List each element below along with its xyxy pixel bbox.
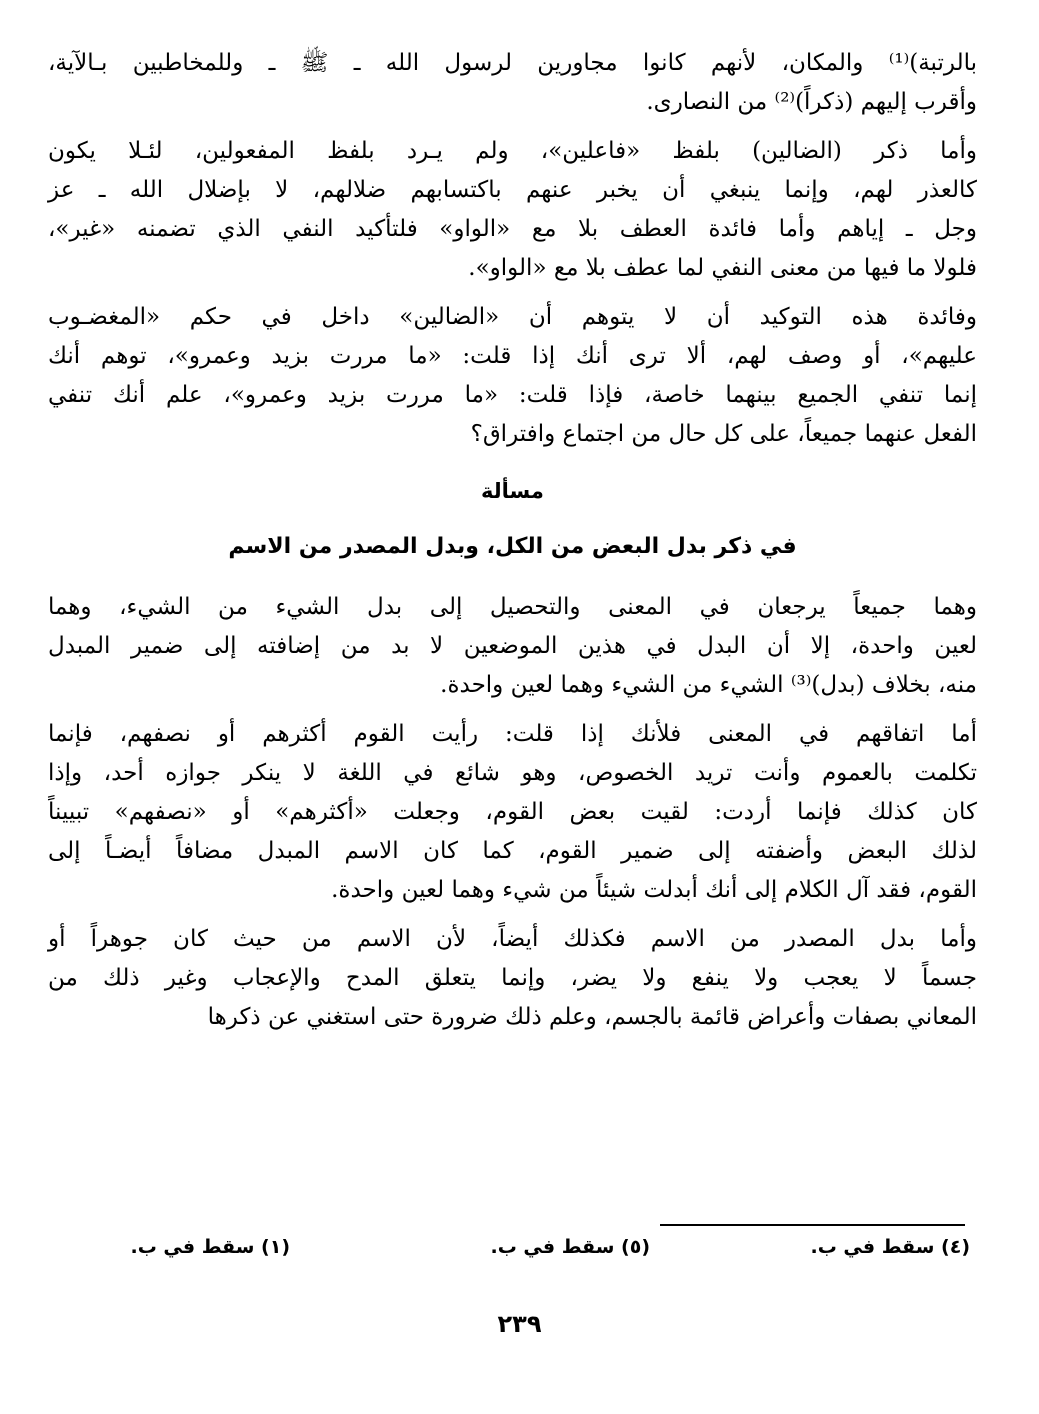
text-block-1 <box>48 44 977 454</box>
paragraph <box>48 588 977 705</box>
footnotes <box>90 1236 970 1266</box>
text-line: كان كذلك فإنما أردت: لقيت بعض القوم، وجعلت «أكثرهم» أو «نصفهم» تبييناً <box>48 799 977 825</box>
paragraph <box>48 44 977 122</box>
text-line: تكلمت بالعموم وأنت تريد الخصوص، وهو شائع في اللغة لا ينكر جوازه أحد، وإذا <box>48 760 977 786</box>
text-block-2 <box>48 588 977 1037</box>
footnote-5: (٥) سقط في ب. <box>490 1236 650 1258</box>
paragraph <box>48 715 977 910</box>
section-heading-masala: مسألة <box>481 479 544 503</box>
text-line: المعاني بصفات وأعراض قائمة بالجسم، وعلم ذلك ضرورة حتى استغني عن ذكرها <box>207 1004 977 1030</box>
page-number: ٢٣٩ <box>497 1310 542 1338</box>
footnote-1: (١) سقط في ب. <box>130 1236 290 1258</box>
text-line: عليهم»، أو وصف لهم، ألا ترى أنك إذا قلت: «ما مررت بزيد وعمرو»، توهم أنك <box>48 343 977 369</box>
text-line: بالرتبة)⁽¹⁾ والمكان، لأنهم كانوا مجاورين لرسول الله ـ ﷺ ـ وللمخاطبين بـالآية، <box>48 50 977 76</box>
page-body <box>48 44 977 1047</box>
text-line: وهما جميعاً يرجعان في المعنى والتحصيل إلى بدل الشيء من الشيء، وهما <box>48 594 977 620</box>
text-line: جسماً لا يعجب ولا ينفع ولا يضر، وإنما يتعلق المدح والإعجاب وغير ذلك من <box>48 965 977 991</box>
text-line: وجل ـ إياهم وأما فائدة العطف بلا مع «الواو» فلتأكيد النفي الذي تضمنه «غير»، <box>48 216 977 242</box>
text-line: وفائدة هذه التوكيد أن لا يتوهم أن «الضالين» داخل في حكم «المغضـوب <box>48 304 977 330</box>
text-line: وأما ذكر (الضالين) بلفظ «فاعلين»، ولم يـرد بلفظ المفعولين، لئـلا يكون <box>48 138 977 164</box>
paragraph <box>48 132 977 288</box>
text-line: لعين واحدة، إلا أن البدل في هذين الموضعين لا بد من إضافته إلى ضمير المبدل <box>48 633 977 659</box>
text-line: فلولا ما فيها من معنى النفي لما عطف بلا مع «الواو». <box>468 255 977 281</box>
footnote-divider <box>660 1224 965 1226</box>
text-line: إنما تنفي الجميع بينهما خاصة، فإذا قلت: «ما مررت بزيد وعمرو»، علم أنك تنفي <box>48 382 977 408</box>
text-line: الفعل عنهما جميعاً، على كل حال من اجتماع وافتراق؟ <box>470 421 977 447</box>
text-line: القوم، فقد آل الكلام إلى أنك أبدلت شيئاً من شيء وهما لعين واحدة. <box>331 877 977 903</box>
section-title: في ذكر بدل البعض من الكل، وبدل المصدر من الاسم <box>228 534 797 559</box>
text-line: وأما بدل المصدر من الاسم فكذلك أيضاً، لأن الاسم من حيث كان جوهراً أو <box>48 926 977 952</box>
footnote-4: (٤) سقط في ب. <box>810 1236 970 1258</box>
text-line: لذلك البعض وأضفته إلى ضمير القوم، كما كان الاسم المبدل مضافاً أيضـاً إلى <box>48 838 977 864</box>
paragraph <box>48 298 977 454</box>
text-line: كالعذر لهم، وإنما ينبغي أن يخبر عنهم باكتسابهم ضلالهم، لا بإضلال الله ـ عز <box>48 177 977 203</box>
paragraph <box>48 920 977 1037</box>
text-line: أما اتفاقهم في المعنى فلأنك إذا قلت: رأيت القوم أكثرهم أو نصفهم، فإنما <box>48 721 977 747</box>
text-line: منه، بخلاف (بدل)⁽³⁾ الشيء من الشيء وهما لعين واحدة. <box>440 672 977 698</box>
text-line: وأقرب إليهم (ذكراً)⁽²⁾ من النصارى. <box>646 89 977 115</box>
